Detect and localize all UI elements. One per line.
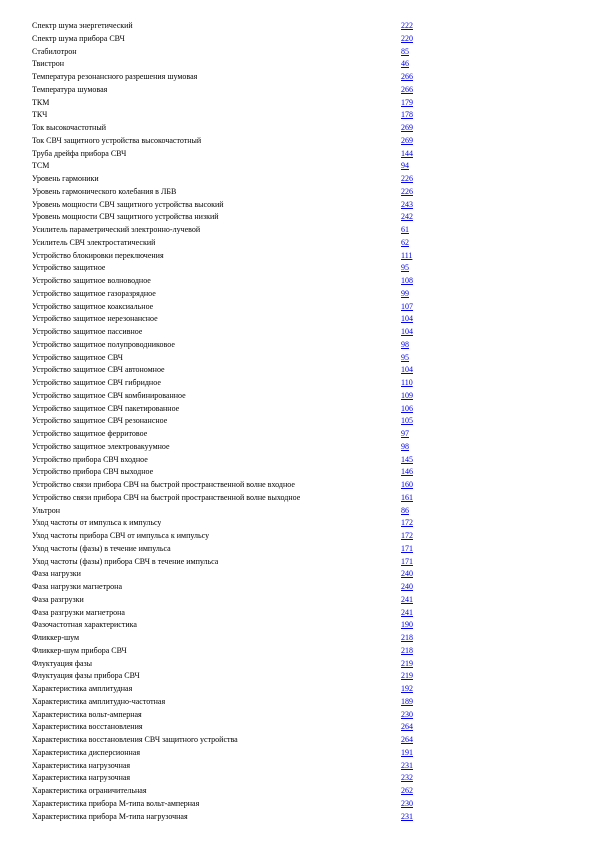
page-number-link[interactable]: 144: [401, 148, 413, 158]
index-term: Устройство защитное СВЧ: [32, 352, 123, 362]
index-term: Ультрон: [32, 505, 60, 515]
index-term: Характеристика дисперсионная: [32, 747, 140, 757]
index-term: Фазочастотная характеристика: [32, 620, 137, 630]
page-number-link[interactable]: 192: [401, 684, 413, 693]
index-term: Устройство связи прибора СВЧ на быстрой пространственной волне входное: [32, 480, 295, 489]
page-number-link[interactable]: 61: [401, 225, 409, 234]
page-number-link[interactable]: 46: [401, 59, 409, 69]
index-entry: [32, 568, 432, 581]
index-entry: [32, 658, 432, 671]
index-entry: [32, 186, 432, 199]
index-term: Усилитель СВЧ электростатический: [32, 237, 156, 247]
index-term: Устройство защитное СВЧ резонансное: [32, 416, 168, 426]
page-number-link[interactable]: 171: [401, 556, 413, 566]
index-entry: [32, 466, 432, 479]
index-list: [32, 20, 432, 823]
index-entry: [32, 313, 432, 326]
index-term: Уход частоты от импульса к импульсу: [32, 518, 162, 528]
index-entry: [32, 747, 432, 760]
index-term: Характеристика нагрузочная: [32, 773, 131, 783]
page-number-link[interactable]: 231: [401, 811, 413, 821]
index-entry: [32, 798, 432, 811]
index-entry: [32, 760, 432, 773]
index-term: Фаза разгрузки магнетрона: [32, 607, 125, 617]
page-number-link[interactable]: 172: [401, 518, 413, 528]
page-number-link[interactable]: 98: [401, 441, 409, 451]
page-number-link[interactable]: 230: [401, 798, 413, 808]
page-number-link[interactable]: 220: [401, 33, 413, 43]
index-term: Характеристика восстановления СВЧ защитного устройства: [32, 735, 238, 744]
index-term: Уровень гармоники: [32, 174, 99, 183]
index-entry: [32, 71, 432, 84]
page-number-link[interactable]: 107: [401, 301, 413, 311]
index-term: Фаза разгрузки: [32, 594, 84, 604]
index-entry: [32, 505, 432, 518]
index-entry: [32, 377, 432, 390]
index-entry: [32, 173, 432, 186]
index-entry: [32, 428, 432, 441]
index-term: Спектр шума энергетический: [32, 21, 133, 30]
index-entry: [32, 543, 432, 556]
index-term: Флуктуация фазы: [32, 658, 93, 668]
index-term: Устройство защитное СВЧ гибридное: [32, 378, 161, 387]
index-term: Устройство блокировки переключения: [32, 250, 164, 260]
page-number-link[interactable]: 189: [401, 696, 413, 706]
index-term: Устройство защитное коаксиальное: [32, 301, 154, 311]
index-term: Фаза нагрузки: [32, 569, 81, 579]
index-entry: [32, 97, 432, 110]
index-term: Характеристика ограничительная: [32, 786, 147, 795]
index-entry: [32, 696, 432, 709]
index-entry: [32, 224, 432, 237]
index-term: Устройство защитное нерезонансное: [32, 314, 158, 324]
index-entry: [32, 250, 432, 263]
index-term: Фликкер-шум: [32, 633, 80, 642]
page-number-link[interactable]: 104: [401, 327, 413, 336]
index-entry: [32, 33, 432, 46]
page-number-link[interactable]: 172: [401, 531, 413, 540]
page-number-link[interactable]: 108: [401, 276, 413, 285]
index-term: Ток СВЧ защитного устройства высокочастотный: [32, 135, 202, 145]
page-number-link[interactable]: 240: [401, 569, 413, 579]
index-term: Характеристика прибора М-типа нагрузочная: [32, 811, 188, 821]
index-term: Устройство связи прибора СВЧ на быстрой пространственной волне выходное: [32, 492, 301, 502]
index-term: Устройство защитное СВЧ автономное: [32, 365, 165, 375]
page-number-link[interactable]: 104: [401, 314, 413, 324]
index-entry: [32, 122, 432, 135]
index-entry: [32, 301, 432, 314]
index-term: Устройство защитное СВЧ комбинированное: [32, 390, 186, 400]
page-number-link[interactable]: 266: [401, 84, 413, 94]
page-number-link[interactable]: 264: [401, 722, 413, 732]
index-term: Усилитель параметрический электронно-лучевой: [32, 225, 201, 234]
page-number-link[interactable]: 242: [401, 212, 413, 222]
index-term: Флуктуация фазы прибора СВЧ: [32, 671, 140, 681]
index-entry: [32, 581, 432, 594]
page-number-link[interactable]: 179: [401, 97, 413, 107]
page-number-link[interactable]: 241: [401, 594, 413, 604]
index-term: Устройство прибора СВЧ выходное: [32, 467, 154, 477]
index-term: Характеристика амплитудно-частотная: [32, 696, 166, 706]
index-entry: [32, 199, 432, 212]
index-term: Устройство защитное волноводное: [32, 276, 151, 285]
index-term: Устройство защитное газоразрядное: [32, 288, 156, 298]
index-entry: [32, 403, 432, 416]
index-term: Уход частоты (фазы) прибора СВЧ в течение импульса: [32, 556, 219, 566]
index-term: Устройство защитное пассивное: [32, 327, 143, 336]
page-number-link[interactable]: 231: [401, 760, 413, 770]
index-term: Уход частоты прибора СВЧ от импульса к импульсу: [32, 531, 210, 540]
index-entry: [32, 441, 432, 454]
index-term: Характеристика восстановления: [32, 722, 143, 732]
index-entry: [32, 288, 432, 301]
index-entry: [32, 683, 432, 696]
page-number-link[interactable]: 191: [401, 747, 413, 757]
index-entry: [32, 135, 432, 148]
index-entry: [32, 326, 432, 339]
index-entry: [32, 390, 432, 403]
index-entry: [32, 415, 432, 428]
index-term: Характеристика амплитудная: [32, 684, 133, 693]
page-number-link[interactable]: 226: [401, 186, 413, 196]
page-number-link[interactable]: 104: [401, 365, 413, 375]
index-entry: [32, 58, 432, 71]
index-term: Уровень гармонического колебания в ЛБВ: [32, 186, 177, 196]
index-term: Уровень мощности СВЧ защитного устройства низкий: [32, 212, 219, 222]
page-number-link[interactable]: 85: [401, 46, 409, 56]
index-term: Характеристика нагрузочная: [32, 760, 131, 770]
page-number-link[interactable]: 240: [401, 582, 413, 591]
index-term: Твистрон: [32, 59, 64, 69]
index-term: Устройство прибора СВЧ входное: [32, 454, 148, 464]
index-entry: [32, 211, 432, 224]
page-number-link[interactable]: 219: [401, 658, 413, 668]
index-entry: [32, 148, 432, 161]
index-entry: [32, 160, 432, 173]
page-number-link[interactable]: 218: [401, 645, 413, 655]
index-term: Уровень мощности СВЧ защитного устройства высокий: [32, 199, 224, 209]
index-term: ТКМ: [32, 97, 50, 107]
page-number-link[interactable]: 145: [401, 454, 413, 464]
page-number-link[interactable]: 222: [401, 21, 413, 30]
page-number-link[interactable]: 105: [401, 416, 413, 426]
index-entry: [32, 479, 432, 492]
index-entry: [32, 262, 432, 275]
page-number-link[interactable]: 264: [401, 735, 413, 744]
page-number-link[interactable]: 262: [401, 786, 413, 795]
page-number-link[interactable]: 190: [401, 620, 413, 630]
index-term: Характеристика прибора М-типа вольт-амперная: [32, 798, 200, 808]
page-number-link[interactable]: 98: [401, 339, 409, 349]
page-number-link[interactable]: 232: [401, 773, 413, 783]
index-entry: [32, 517, 432, 530]
index-term: Спектр шума прибора СВЧ: [32, 33, 125, 43]
index-entry: [32, 237, 432, 250]
index-entry: [32, 556, 432, 569]
index-entry: [32, 109, 432, 122]
page-number-link[interactable]: 111: [401, 250, 413, 260]
index-entry: [32, 364, 432, 377]
index-entry: [32, 785, 432, 798]
page-number-link[interactable]: 109: [401, 390, 413, 400]
page-number-link[interactable]: 160: [401, 480, 413, 489]
index-entry: [32, 811, 432, 824]
page-number-link[interactable]: 95: [401, 352, 409, 362]
index-term: Стабилотрон: [32, 46, 77, 56]
page-number-link[interactable]: 226: [401, 174, 413, 183]
page-number-link[interactable]: 219: [401, 671, 413, 681]
index-entry: [32, 632, 432, 645]
index-entry: [32, 20, 432, 33]
index-entry: [32, 339, 432, 352]
index-term: Устройство защитное электровакуумное: [32, 441, 170, 451]
index-entry: [32, 492, 432, 505]
index-term: ТКЧ: [32, 110, 48, 120]
index-entry: [32, 275, 432, 288]
index-term: Температура резонансного разрешения шумовая: [32, 72, 198, 81]
page-number-link[interactable]: 266: [401, 72, 413, 81]
index-term: Уход частоты (фазы) в течение импульса: [32, 543, 171, 553]
index-entry: [32, 709, 432, 722]
index-term: Температура шумовая: [32, 84, 108, 94]
page-number-link[interactable]: 243: [401, 199, 413, 209]
page-number-link[interactable]: 269: [401, 135, 413, 145]
index-term: Труба дрейфа прибора СВЧ: [32, 148, 127, 158]
index-term: Фликкер-шум прибора СВЧ: [32, 645, 127, 655]
index-entry: [32, 619, 432, 632]
index-entry: [32, 645, 432, 658]
index-entry: [32, 734, 432, 747]
index-term: Устройство защитное: [32, 263, 106, 273]
index-term: Устройство защитное ферритовое: [32, 429, 148, 438]
index-entry: [32, 84, 432, 97]
page-number-link[interactable]: 62: [401, 237, 409, 247]
index-entry: [32, 352, 432, 365]
page-number-link[interactable]: 106: [401, 403, 413, 413]
index-entry: [32, 607, 432, 620]
page-number-link[interactable]: 97: [401, 429, 409, 438]
index-term: Ток высокочастотный: [32, 123, 106, 132]
index-term: Фаза нагрузки магнетрона: [32, 582, 123, 591]
page-number-link[interactable]: 110: [401, 378, 413, 387]
page-number-link[interactable]: 99: [401, 288, 409, 298]
index-entry: [32, 530, 432, 543]
index-entry: [32, 721, 432, 734]
index-entry: [32, 670, 432, 683]
index-term: Устройство защитное полупроводниковое: [32, 339, 175, 349]
page-number-link[interactable]: 146: [401, 467, 413, 477]
index-entry: [32, 46, 432, 59]
index-term: ТСМ: [32, 161, 50, 171]
page-number-link[interactable]: 86: [401, 505, 409, 515]
index-entry: [32, 454, 432, 467]
index-term: Характеристика вольт-амперная: [32, 709, 142, 719]
page-number-link[interactable]: 241: [401, 607, 413, 617]
page-number-link[interactable]: 95: [401, 263, 409, 273]
page-number-link[interactable]: 269: [401, 123, 413, 132]
page-number-link[interactable]: 230: [401, 709, 413, 719]
index-term: Устройство защитное СВЧ пакетированное: [32, 403, 180, 413]
page-number-link[interactable]: 171: [401, 543, 413, 553]
page-number-link[interactable]: 218: [401, 633, 413, 642]
page-number-link[interactable]: 94: [401, 161, 409, 171]
index-entry: [32, 772, 432, 785]
index-entry: [32, 594, 432, 607]
page-number-link[interactable]: 178: [401, 110, 413, 120]
page-number-link[interactable]: 161: [401, 492, 413, 502]
